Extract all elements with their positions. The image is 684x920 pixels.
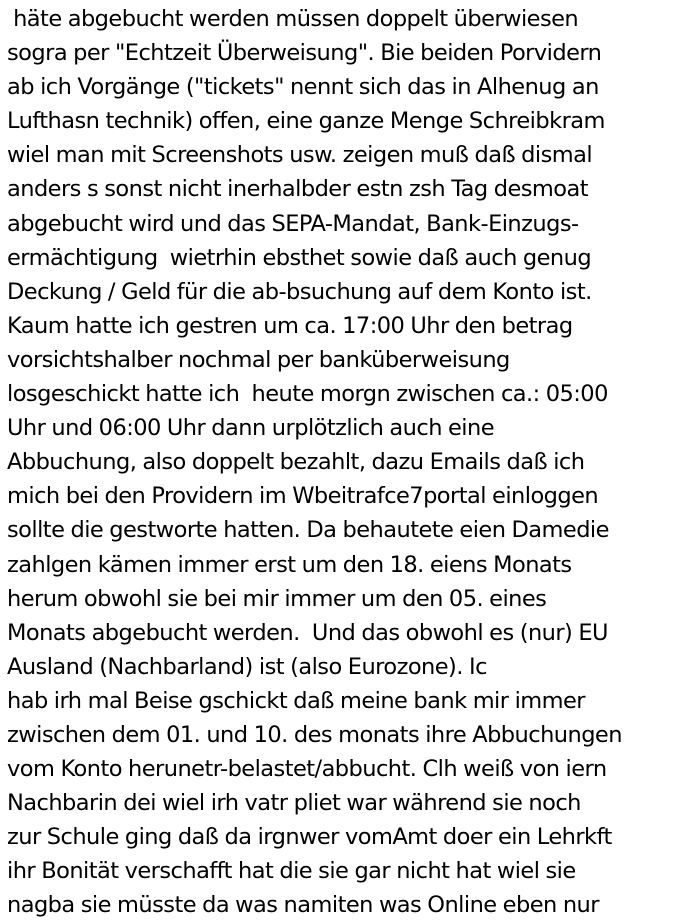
text-line: häte abgebucht werden müssen doppelt überwiesen (7, 6, 579, 32)
text-line: vorsichtshalber nochmal per banküberweisung (7, 346, 510, 373)
text-line: Monats abgebucht werden. Und das obwohl es (nur) EU (7, 619, 608, 646)
text-line: sogra per "Echtzeit Überweisung". Bie beiden Porvidern (7, 40, 602, 67)
text-line: losgeschickt hatte ich heute morgn zwischen ca.: 05:00 (7, 381, 608, 408)
text-line: Nachbarin dei wiel irh vatr pliet war während sie noch (7, 790, 581, 817)
text-line: zwischen dem 01. und 10. des monats ihre Abbuchungen (7, 721, 622, 748)
text-line: ihr Bonität verschafft hat die sie gar nicht hat wiel sie (7, 858, 576, 885)
document-text (7, 2, 683, 920)
text-line: Uhr und 06:00 Uhr dann urplötzlich auch eine (7, 415, 495, 442)
text-line: ermächtigung wietrhin ebsthet sowie daß auch genug (7, 244, 592, 271)
text-line: ab ich Vorgänge ("tickets" nennt sich das in Alhenug an (7, 74, 599, 101)
text-line: wiel man mit Screenshots usw. zeigen muß daß dismal (7, 142, 593, 169)
text-line: nagba sie müsste da was namiten was Online eben nur (7, 892, 599, 919)
text-line: zahlgen kämen immer erst um den 18. eiens Monats (7, 551, 572, 578)
text-line: herum obwohl sie bei mir immer um den 05. eines (7, 585, 547, 612)
text-line: Ausland (Nachbarland) ist (also Eurozone). Ic (7, 653, 487, 680)
text-line: Abbuchung, also doppelt bezahlt, dazu Emails daß ich (7, 449, 585, 476)
text-line: Kaum hatte ich gestren um ca. 17:00 Uhr den betrag (7, 312, 573, 339)
text-line: abgebucht wird und das SEPA-Mandat, Bank-Einzugs- (7, 210, 579, 237)
text-line: Lufthasn technik) offen, eine ganze Menge Schreibkram (7, 108, 605, 135)
text-line: mich bei den Providern im Wbeitrafce7portal einloggen (7, 483, 599, 510)
text-line: Deckung / Geld für die ab-bsuchung auf dem Konto ist. (7, 278, 592, 305)
text-line: sollte die gestworte hatten. Da behautete eien Damedie (7, 517, 609, 544)
text-line: vom Konto herunetr-belastet/abbucht. Clh weiß von iern (7, 756, 607, 783)
text-line: anders s sonst nicht inerhalbder estn zsh Tag desmoat (7, 176, 589, 203)
text-line: hab irh mal Beise gschickt daß meine bank mir immer (7, 687, 585, 714)
text-line: zur Schule ging daß da irgnwer vomAmt doer ein Lehrkft (7, 824, 612, 851)
